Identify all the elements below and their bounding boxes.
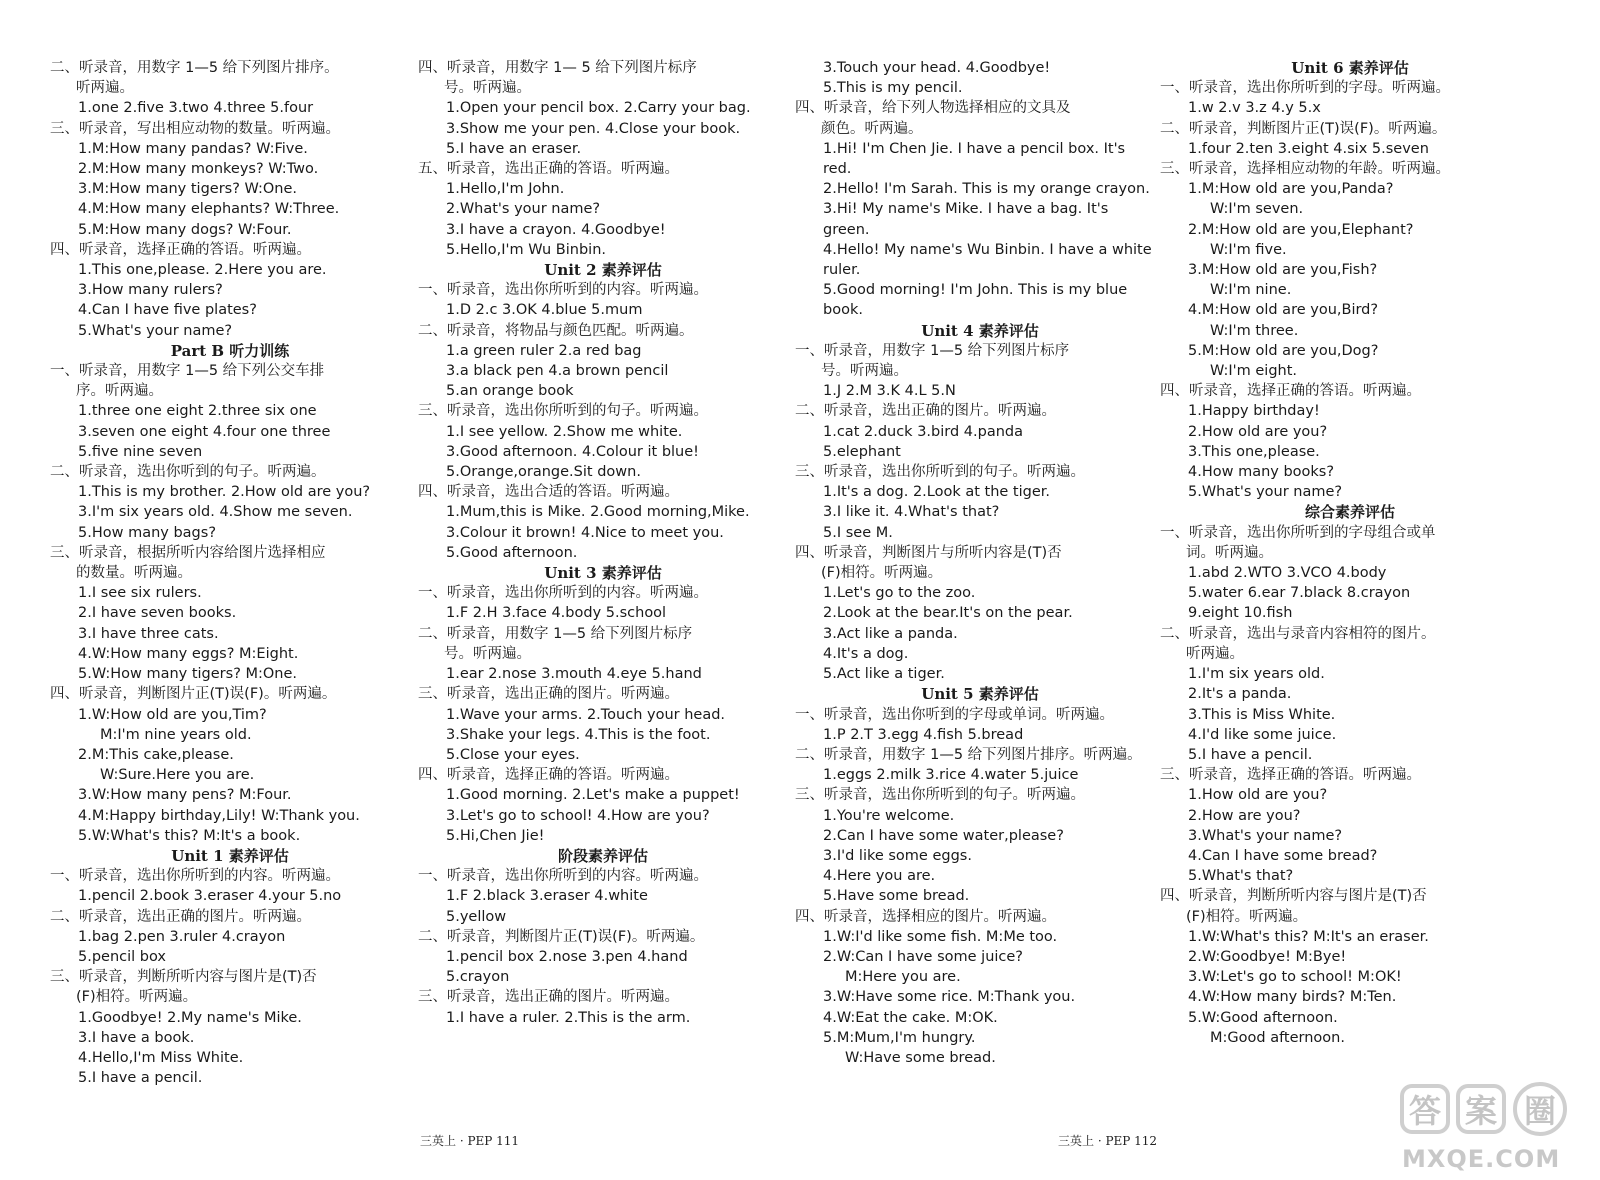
answer-line: 5.What's your name? xyxy=(1188,484,1343,501)
question-instruction: 四、听录音，用数字 1— 5 给下列图片标序 xyxy=(418,60,697,76)
answer-line: 1.M:How many pandas? W:Five. xyxy=(78,140,308,157)
answer-line: 1.W:What's this? M:It's an eraser. xyxy=(1188,928,1429,945)
answer-line: 1.Let's go to the zoo. xyxy=(823,585,976,602)
answer-line: 2.How are you? xyxy=(1188,807,1301,824)
answer-line: 3.M:How many tigers? W:One. xyxy=(78,181,298,198)
question-instruction: 一、听录音，选出你听到的字母或单词。听两遍。 xyxy=(795,706,1114,723)
answer-line: 3.Let's go to school! 4.How are you? xyxy=(446,807,710,824)
answer-line: 4.Can I have five plates? xyxy=(78,302,257,319)
question-instruction: 二、听录音，将物品与颜色匹配。听两遍。 xyxy=(418,322,694,339)
watermark-site-text: MXQE.COM xyxy=(1402,1145,1561,1173)
question-instruction: 四、听录音，判断所听内容与图片是(T)否 xyxy=(1160,888,1427,905)
answer-line: 1.Hello,I'm John. xyxy=(446,181,565,198)
answer-line: 1.M:How old are you,Panda? xyxy=(1188,181,1394,198)
answer-line: 5.an orange book xyxy=(446,383,574,400)
answer-line: 5.pencil box xyxy=(78,948,166,965)
watermark-logo-char: 答 xyxy=(1409,1092,1442,1130)
answer-line: 3.I have a crayon. 4.Goodbye! xyxy=(446,221,666,238)
answer-column-2 xyxy=(418,58,788,1028)
answer-line: 5.What's your name? xyxy=(78,322,233,339)
question-instruction: 三、听录音，选出你所听到的句子。听两遍。 xyxy=(795,464,1085,481)
section-heading: 综合素养评估 xyxy=(1304,503,1395,522)
answer-line: 4.W:How many birds? M:Ten. xyxy=(1188,989,1397,1006)
answer-line: 5.yellow xyxy=(446,908,507,925)
question-instruction: 四、听录音，选择正确的答语。听两遍。 xyxy=(418,767,679,784)
question-instruction: 三、听录音，选出正确的图片。听两遍。 xyxy=(418,989,679,1006)
answer-line: 3.This one,please. xyxy=(1188,443,1320,460)
answer-line: 3.This is Miss White. xyxy=(1188,706,1336,723)
answer-line: 1.pencil 2.book 3.eraser 4.your 5.no xyxy=(78,888,342,905)
question-instruction: 一、听录音，选出你所听到的字母。听两遍。 xyxy=(1160,80,1450,97)
answer-line: 3.What's your name? xyxy=(1188,827,1343,844)
answer-line: 1.It's a dog. 2.Look at the tiger. xyxy=(823,484,1051,501)
answer-line: 3.How many rulers? xyxy=(78,282,223,299)
answer-line: 5.elephant xyxy=(823,443,901,460)
question-instruction: 五、听录音，选出正确的答语。听两遍。 xyxy=(418,161,679,178)
question-instruction: 三、听录音，选择相应动物的年龄。听两遍。 xyxy=(1160,161,1450,178)
watermark-logo-char: 圈 xyxy=(1524,1092,1557,1130)
answer-line: 5.Act like a tiger. xyxy=(823,666,945,683)
answer-line: 2.It's a panda. xyxy=(1188,686,1292,703)
answer-line: 5.Good morning! I'm John. This is my blue xyxy=(823,282,1128,299)
question-instruction: 二、听录音，判断图片正(T)误(F)。听两遍。 xyxy=(1160,120,1447,137)
page-footer-111: 三英上 · PEP 111 xyxy=(420,1134,520,1148)
answer-line: 4.It's a dog. xyxy=(823,645,909,662)
question-instruction: 三、听录音，选择正确的答语。听两遍。 xyxy=(1160,767,1421,784)
answer-line: 1.I have a ruler. 2.This is the arm. xyxy=(446,1009,691,1026)
question-instruction: 三、听录音，判断所听内容与图片是(T)否 xyxy=(50,969,317,986)
section-heading: Unit 3 素养评估 xyxy=(544,564,662,583)
answer-line: 1.I'm six years old. xyxy=(1188,666,1325,683)
answer-line: 5.M:Mum,I'm hungry. xyxy=(823,1029,976,1046)
question-instruction: 号。听两遍。 xyxy=(444,80,531,97)
answer-line: 3.Colour it brown! 4.Nice to meet you. xyxy=(446,524,724,541)
answer-line: 4.M:How old are you,Bird? xyxy=(1188,302,1379,319)
answer-line: 1.F 2.black 3.eraser 4.white xyxy=(446,888,648,905)
answer-line: 4.W:How many eggs? M:Eight. xyxy=(78,645,299,662)
answer-line: 5.Good afternoon. xyxy=(446,544,578,561)
answer-line: 1.three one eight 2.three six one xyxy=(78,403,317,420)
answer-line: ruler. xyxy=(823,262,861,279)
answer-line: 3.Show me your pen. 4.Close your book. xyxy=(446,120,741,137)
question-instruction: 一、听录音，用数字 1—5 给下列公交车排 xyxy=(50,363,325,380)
section-heading: Unit 5 素养评估 xyxy=(921,685,1039,704)
answer-line: 2.Hello! I'm Sarah. This is my orange crayon. xyxy=(823,181,1150,198)
answer-line: W:Sure.Here you are. xyxy=(100,767,255,784)
answer-line: 5.This is my pencil. xyxy=(823,80,963,97)
answer-line: 1.bag 2.pen 3.ruler 4.crayon xyxy=(78,928,286,945)
answer-line: 1.W:I'd like some fish. M:Me too. xyxy=(823,928,1058,945)
answer-line: 1.D 2.c 3.OK 4.blue 5.mum xyxy=(446,302,643,319)
answer-line: 4.Can I have some bread? xyxy=(1188,847,1378,864)
answer-line: 5.How many bags? xyxy=(78,524,217,541)
question-instruction: 二、听录音，选出与录音内容相符的图片。 xyxy=(1160,625,1436,642)
answer-line: 3.a black pen 4.a brown pencil xyxy=(446,363,669,380)
question-instruction: (F)相符。听两遍。 xyxy=(1186,908,1308,925)
section-heading: Part B 听力训练 xyxy=(170,341,290,360)
answer-line: 3.I have a book. xyxy=(78,1029,195,1046)
answer-line: 3.Hi! My name's Mike. I have a bag. It's xyxy=(823,201,1109,218)
answer-line: 5.I have an eraser. xyxy=(446,140,582,157)
question-instruction: 听两遍。 xyxy=(76,80,134,97)
question-instruction: (F)相符。听两遍。 xyxy=(821,565,943,582)
answer-line: book. xyxy=(823,302,863,319)
question-instruction: 二、听录音，选出正确的图片。听两遍。 xyxy=(795,403,1056,420)
answer-line: 3.seven one eight 4.four one three xyxy=(78,423,331,440)
answer-line: 5.Hi,Chen Jie! xyxy=(446,827,545,844)
question-instruction: 二、听录音，判断图片正(T)误(F)。听两遍。 xyxy=(418,928,705,945)
answer-line: 3.M:How old are you,Fish? xyxy=(1188,262,1378,279)
answer-line: green. xyxy=(823,221,870,238)
watermark-logo-char: 案 xyxy=(1465,1092,1498,1130)
answer-line: 5.Orange,orange.Sit down. xyxy=(446,464,641,481)
answer-line: 1.abd 2.WTO 3.VCO 4.body xyxy=(1188,565,1387,582)
answer-line: 5.I have a pencil. xyxy=(78,1070,203,1087)
question-instruction: 词。听两遍。 xyxy=(1186,544,1273,561)
answer-line: 3.Act like a panda. xyxy=(823,625,958,642)
answer-line: 3.I'd like some eggs. xyxy=(823,847,972,864)
section-heading: Unit 2 素养评估 xyxy=(544,261,662,280)
question-instruction: 三、听录音，选出你所听到的句子。听两遍。 xyxy=(795,787,1085,804)
answer-line: 4.M:How many elephants? W:Three. xyxy=(78,201,340,218)
answer-line: 3.Touch your head. 4.Goodbye! xyxy=(823,60,1051,76)
answer-line: 1.W:How old are you,Tim? xyxy=(78,706,267,723)
question-instruction: 四、听录音，给下列人物选择相应的文具及 xyxy=(795,100,1071,117)
answer-line: 1.Open your pencil box. 2.Carry your bag. xyxy=(446,100,751,117)
answer-line: 5.Close your eyes. xyxy=(446,746,580,763)
answer-line: 1.ear 2.nose 3.mouth 4.eye 5.hand xyxy=(446,666,702,683)
question-instruction: 号。听两遍。 xyxy=(444,645,531,662)
answer-line: 5.Have some bread. xyxy=(823,888,970,905)
question-instruction: 四、听录音，选择正确的答语。听两遍。 xyxy=(50,241,311,258)
answer-line: 1.Goodbye! 2.My name's Mike. xyxy=(78,1009,302,1026)
answer-line: 1.one 2.five 3.two 4.three 5.four xyxy=(78,100,314,117)
answer-line: 1.Good morning. 2.Let's make a puppet! xyxy=(446,787,740,804)
answer-line: 5.W:Good afternoon. xyxy=(1188,1009,1338,1026)
answer-line: W:I'm seven. xyxy=(1210,201,1304,218)
answer-line: red. xyxy=(823,161,852,178)
answer-line: 2.What's your name? xyxy=(446,201,601,218)
answer-line: 3.Shake your legs. 4.This is the foot. xyxy=(446,726,711,743)
answer-line: 5.What's that? xyxy=(1188,868,1294,885)
question-instruction: 一、听录音，选出你所听到的字母组合或单 xyxy=(1160,524,1436,541)
answer-line: 1.P 2.T 3.egg 4.fish 5.bread xyxy=(823,726,1024,743)
answer-line: 3.I'm six years old. 4.Show me seven. xyxy=(78,504,353,521)
answer-line: 2.M:How old are you,Elephant? xyxy=(1188,221,1414,238)
answer-line: 1.Happy birthday! xyxy=(1188,403,1320,420)
answer-line: 1.four 2.ten 3.eight 4.six 5.seven xyxy=(1188,140,1429,157)
answer-line: 1.I see six rulers. xyxy=(78,585,202,602)
question-instruction: 二、听录音，用数字 1—5 给下列图片排序。 xyxy=(50,60,339,76)
section-heading: Unit 1 素养评估 xyxy=(171,846,289,865)
answer-line: 5.crayon xyxy=(446,969,510,986)
answer-line: 5.water 6.ear 7.black 8.crayon xyxy=(1188,585,1411,602)
answer-line: 1.Mum,this is Mike. 2.Good morning,Mike. xyxy=(446,504,750,521)
answer-line: 4.M:Happy birthday,Lily! W:Thank you. xyxy=(78,807,360,824)
question-instruction: 二、听录音，选出正确的图片。听两遍。 xyxy=(50,908,311,925)
answer-column-3 xyxy=(795,58,1165,1068)
answer-line: 9.eight 10.fish xyxy=(1188,605,1293,622)
question-instruction: 的数量。听两遍。 xyxy=(76,565,192,582)
question-instruction: 三、听录音，选出正确的图片。听两遍。 xyxy=(418,686,679,703)
answer-line: 2.W:Can I have some juice? xyxy=(823,948,1024,965)
question-instruction: 三、听录音，选出你所听到的句子。听两遍。 xyxy=(418,403,708,420)
question-instruction: 颜色。听两遍。 xyxy=(821,120,923,137)
answer-line: W:I'm nine. xyxy=(1210,282,1292,299)
answer-line: 3.I have three cats. xyxy=(78,625,219,642)
question-instruction: 三、听录音，写出相应动物的数量。听两遍。 xyxy=(50,120,340,137)
answer-line: 5.five nine seven xyxy=(78,443,203,460)
answer-line: W:I'm three. xyxy=(1210,322,1299,339)
answer-line: 3.I like it. 4.What's that? xyxy=(823,504,1000,521)
question-instruction: 三、听录音，根据所听内容给图片选择相应 xyxy=(50,544,326,561)
answer-column-1 xyxy=(50,58,410,1088)
section-heading: Unit 4 素养评估 xyxy=(921,321,1039,340)
section-heading: 阶段素养评估 xyxy=(557,846,648,865)
answer-line: 3.W:How many pens? M:Four. xyxy=(78,787,292,804)
answer-line: 1.This one,please. 2.Here you are. xyxy=(78,262,327,279)
answer-line: 1.I see yellow. 2.Show me white. xyxy=(446,423,683,440)
answer-line: 2.I have seven books. xyxy=(78,605,237,622)
answer-line: 1.a green ruler 2.a red bag xyxy=(446,342,642,359)
answer-line: 2.W:Goodbye! M:Bye! xyxy=(1188,948,1347,965)
answer-line: 3.W:Have some rice. M:Thank you. xyxy=(823,989,1076,1006)
answer-line: M:I'm nine years old. xyxy=(100,726,252,743)
answer-line: 4.Hello! My name's Wu Binbin. I have a white xyxy=(823,241,1152,258)
answer-line: 2.Can I have some water,please? xyxy=(823,827,1064,844)
question-instruction: 一、听录音，选出你所听到的内容。听两遍。 xyxy=(418,585,708,602)
answer-line: 2.How old are you? xyxy=(1188,423,1328,440)
answer-line: 1.Wave your arms. 2.Touch your head. xyxy=(446,706,726,723)
answer-line: 4.Hello,I'm Miss White. xyxy=(78,1049,244,1066)
answer-line: W:I'm eight. xyxy=(1210,363,1298,380)
answer-line: 5.M:How many dogs? W:Four. xyxy=(78,221,292,238)
question-instruction: 听两遍。 xyxy=(1186,645,1244,662)
answer-line: 1.pencil box 2.nose 3.pen 4.hand xyxy=(446,948,688,965)
answer-line: 3.W:Let's go to school! M:OK! xyxy=(1188,969,1402,986)
question-instruction: 四、听录音，判断图片与所听内容是(T)否 xyxy=(795,544,1062,561)
question-instruction: 四、听录音，判断图片正(T)误(F)。听两遍。 xyxy=(50,686,337,703)
question-instruction: 二、听录音，用数字 1—5 给下列图片排序。听两遍。 xyxy=(795,746,1142,763)
question-instruction: 序。听两遍。 xyxy=(76,383,163,400)
question-instruction: 四、听录音，选择正确的答语。听两遍。 xyxy=(1160,383,1421,400)
answer-line: 1.F 2.H 3.face 4.body 5.school xyxy=(446,605,667,622)
answer-line: 5.M:How old are you,Dog? xyxy=(1188,342,1379,359)
answer-line: 1.Hi! I'm Chen Jie. I have a pencil box. It's xyxy=(823,140,1126,157)
answer-line: W:Have some bread. xyxy=(845,1049,996,1066)
answer-line: 2.M:How many monkeys? W:Two. xyxy=(78,161,319,178)
question-instruction: 一、听录音，选出你所听到的内容。听两遍。 xyxy=(418,282,708,299)
answer-line: W:I'm five. xyxy=(1210,241,1287,258)
answer-line: 4.How many books? xyxy=(1188,464,1335,481)
answer-line: M:Good afternoon. xyxy=(1210,1029,1345,1046)
question-instruction: 二、听录音，用数字 1—5 给下列图片标序 xyxy=(418,625,693,642)
answer-line: 4.I'd like some juice. xyxy=(1188,726,1337,743)
answer-column-4 xyxy=(1160,58,1540,1048)
answer-line: 4.Here you are. xyxy=(823,868,936,885)
answer-line: 4.W:Eat the cake. M:OK. xyxy=(823,1009,998,1026)
answer-line: 5.Hello,I'm Wu Binbin. xyxy=(446,241,607,258)
question-instruction: 一、听录音，选出你所听到的内容。听两遍。 xyxy=(418,868,708,885)
question-instruction: 一、听录音，选出你所听到的内容。听两遍。 xyxy=(50,868,340,885)
answer-line: 5.W:What's this? M:It's a book. xyxy=(78,827,301,844)
question-instruction: 四、听录音，选出合适的答语。听两遍。 xyxy=(418,484,679,501)
answer-line: 1.w 2.v 3.z 4.y 5.x xyxy=(1188,100,1321,117)
answer-line: 5.I have a pencil. xyxy=(1188,746,1313,763)
answer-line: 3.Good afternoon. 4.Colour it blue! xyxy=(446,443,699,460)
section-heading: Unit 6 素养评估 xyxy=(1291,59,1409,77)
answer-line: 2.M:This cake,please. xyxy=(78,746,234,763)
answer-line: 1.This is my brother. 2.How old are you? xyxy=(78,484,371,501)
answer-line: 1.You're welcome. xyxy=(823,807,955,824)
question-instruction: (F)相符。听两遍。 xyxy=(76,989,198,1006)
question-instruction: 二、听录音，选出你听到的句子。听两遍。 xyxy=(50,464,326,481)
answer-line: M:Here you are. xyxy=(845,969,961,986)
page-footer-112: 三英上 · PEP 112 xyxy=(1058,1134,1158,1148)
question-instruction: 号。听两遍。 xyxy=(821,363,908,380)
answer-line: 5.W:How many tigers? M:One. xyxy=(78,666,298,683)
question-instruction: 一、听录音，用数字 1—5 给下列图片标序 xyxy=(795,342,1070,359)
answer-line: 1.eggs 2.milk 3.rice 4.water 5.juice xyxy=(823,767,1079,784)
answer-line: 1.cat 2.duck 3.bird 4.panda xyxy=(823,423,1023,440)
question-instruction: 四、听录音，选择相应的图片。听两遍。 xyxy=(795,908,1056,925)
answer-line: 1.How old are you? xyxy=(1188,787,1328,804)
answer-line: 1.J 2.M 3.K 4.L 5.N xyxy=(823,383,956,400)
answer-line: 5.I see M. xyxy=(823,524,893,541)
answer-line: 2.Look at the bear.It's on the pear. xyxy=(823,605,1073,622)
